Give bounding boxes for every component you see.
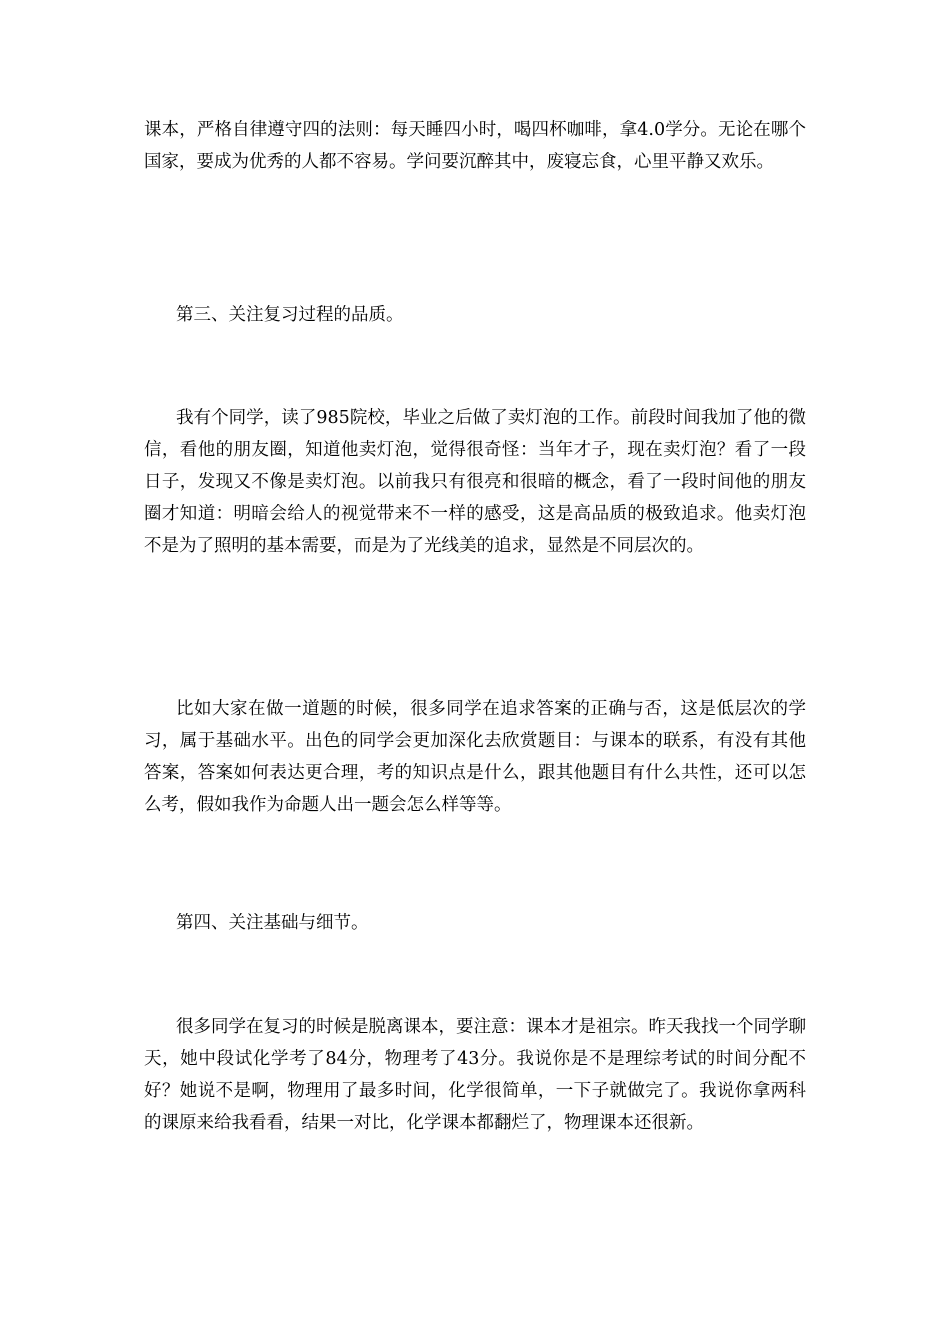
paragraph-classmate-lightbulb: 我有个同学，读了985院校，毕业之后做了卖灯泡的工作。前段时间我加了他的微信，看他的朋友圈，知道他卖灯泡，觉得很奇怪：当年才子，现在卖灯泡？看了一段日子，发现又不像是卖灯泡。以前我只有很亮和很暗的概念，看了一段时间他的朋友圈才知道：明暗会给人的视觉带来不一样的感受，这是高品质的极致追求。他卖灯泡不是为了照明的基本需要，而是为了光线美的追求，显然是不同层次的。	[144, 408, 806, 556]
section-heading-four: 第四、关注基础与细节。	[176, 913, 369, 933]
paragraph-continuation: 课本，严格自律遵守四的法则：每天睡四小时，喝四杯咖啡，拿4.0学分。无论在哪个国家，要成为优秀的人都不容易。学问要沉醉其中，废寝忘食，心里平静又欢乐。	[144, 120, 806, 172]
paragraph-problem-solving: 比如大家在做一道题的时候，很多同学在追求答案的正确与否，这是低层次的学习，属于基础水平。出色的同学会更加深化去欣赏题目：与课本的联系，有没有其他答案，答案如何表达更合理，考的知识点是什么，跟其他题目有什么共性，还可以怎么考，假如我作为命题人出一题会怎么样等等。	[144, 699, 806, 815]
section-heading-three: 第三、关注复习过程的品质。	[176, 305, 404, 325]
paragraph-textbook-basics: 很多同学在复习的时候是脱离课本，要注意：课本才是祖宗。昨天我找一个同学聊天，她中段试化学考了84分，物理考了43分。我说你是不是理综考试的时间分配不好？她说不是啊，物理用了最多时间，化学很简单，一下子就做完了。我说你拿两科的课原来给我看看，结果一对比，化学课本都翻烂了，物理课本还很新。	[144, 1017, 806, 1133]
